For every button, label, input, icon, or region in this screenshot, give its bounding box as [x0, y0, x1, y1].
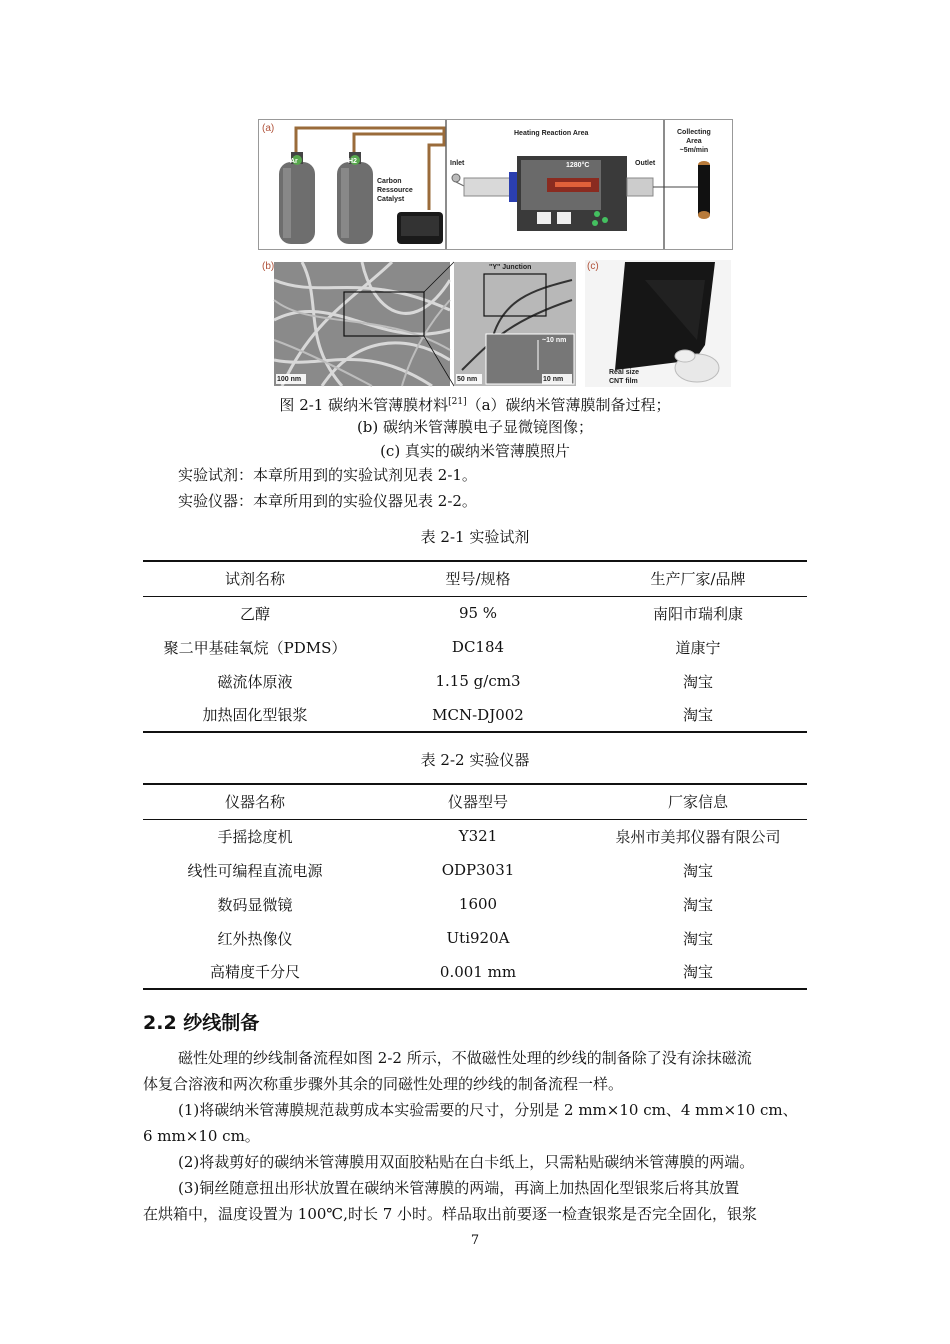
page-number: 7	[470, 1233, 480, 1248]
gas-label-ar: Ar	[290, 158, 298, 165]
table-2-1-title: 表 2-1 实验试剂	[420, 528, 530, 546]
temperature-label: 1280°C	[566, 162, 590, 169]
table-header-cell: 生产厂家/品牌	[650, 570, 746, 589]
table-row	[143, 596, 807, 630]
figure-panel-b	[262, 260, 578, 387]
y-junction-label: "Y" Junction	[489, 264, 532, 271]
instruments-intro: 实验仪器：本章所用到的实验仪器见表 2-2。	[178, 492, 477, 510]
table-2-2-title: 表 2-2 实验仪器	[420, 751, 530, 769]
table-cell: 1600	[458, 895, 498, 913]
table-cell: ODP3031	[441, 861, 515, 879]
scale-bar-10nm-approx: ~10 nm	[542, 337, 567, 344]
table-cell: 高精度千分尺	[209, 963, 300, 981]
table-cell: 乙醇	[239, 604, 270, 623]
section-heading: 2.2 纱线制备	[143, 1012, 260, 1034]
table-cell: Y321	[458, 827, 498, 846]
table-header-cell: 仪器型号	[447, 793, 508, 812]
table-row	[143, 853, 807, 887]
cnt-film-photo	[585, 260, 731, 387]
gas-label-h2: H2	[348, 158, 357, 165]
table-row	[143, 819, 807, 853]
table-row	[143, 887, 807, 921]
table-row	[143, 698, 807, 732]
table-2-1	[143, 562, 807, 733]
table-cell: MCN-DJ002	[432, 705, 524, 724]
table-row	[143, 921, 807, 955]
table-cell: Uti920A	[446, 929, 510, 947]
table-cell: 南阳市瑞利康	[652, 604, 743, 623]
table-cell: 聚二甲基硅氧烷（PDMS）	[163, 638, 347, 657]
table-cell: DC184	[451, 638, 505, 656]
table-cell: 淘宝	[682, 963, 713, 981]
figure-panel-c	[585, 260, 731, 387]
table-header-cell: 仪器名称	[224, 793, 285, 812]
table-cell: 线性可编程直流电源	[187, 861, 323, 880]
real-size-cnt-film-label: Real size CNT film	[609, 369, 639, 385]
table-cell: 0.001 mm	[439, 962, 517, 981]
table-row	[143, 664, 807, 698]
paragraph-4-line-2: 在烘箱中，温度设置为 100℃,时长 7 小时。样品取出前要逐一检查银浆是否完全固化，银浆	[143, 1205, 758, 1223]
paragraph-2-line-2: 6 mm×10 cm。	[143, 1127, 260, 1145]
cvd-setup-illustration	[259, 120, 732, 249]
figure-panel-a	[258, 119, 733, 250]
table-cell: 红外热像仪	[217, 929, 293, 948]
paragraph-1-line-1: 磁性处理的纱线制备流程如图 2-2 所示，不做磁性处理的纱线的制备除了没有涂抹磁流	[178, 1049, 752, 1067]
paragraph-3: (2)将裁剪好的碳纳米管薄膜用双面胶粘贴在白卡纸上，只需粘贴碳纳米管薄膜的两端。	[178, 1153, 755, 1171]
table-header-row	[143, 562, 807, 596]
table-header-cell: 厂家信息	[667, 793, 728, 812]
table-cell: 淘宝	[682, 895, 713, 914]
panel-c-label: (c)	[587, 261, 599, 272]
paragraph-4-line-1: (3)铜丝随意扭出形状放置在碳纳米管薄膜的两端，再滴上加热固化型银浆后将其放置	[178, 1179, 740, 1197]
table-cell: 加热固化型银浆	[202, 706, 308, 724]
table-cell: 手摇捻度机	[217, 827, 293, 846]
table-cell: 1.15 g/cm3	[435, 672, 521, 690]
sem-tem-images	[262, 260, 578, 387]
table-cell: 95 %	[458, 604, 498, 623]
figure-caption-part-a: （a）碳纳米管薄膜制备过程；	[466, 396, 671, 414]
figure-caption-line1	[0, 392, 950, 415]
table-header-cell: 型号/规格	[445, 570, 511, 589]
inlet-label: Inlet	[450, 160, 465, 167]
scale-bar-50nm: 50 nm	[457, 376, 478, 383]
table-row	[143, 630, 807, 664]
outlet-label: Outlet	[635, 160, 656, 167]
reagents-intro: 实验试剂：本章所用到的实验试剂见表 2-1。	[178, 466, 477, 484]
heating-area-label: Heating Reaction Area	[514, 130, 589, 137]
panel-a-label: (a)	[262, 123, 275, 134]
table-cell: 淘宝	[682, 861, 713, 880]
table-cell: 淘宝	[682, 706, 713, 724]
table-2-2	[143, 785, 807, 990]
figure-caption-line3: (c) 真实的碳纳米管薄膜照片	[380, 442, 570, 460]
panel-b-label: (b)	[262, 261, 275, 272]
table-cell: 淘宝	[682, 929, 713, 948]
table-cell: 淘宝	[682, 672, 713, 691]
collecting-area-label: Collecting Area ~5m/min	[677, 129, 711, 154]
citation-ref[interactable]: [21]	[448, 397, 467, 407]
paragraph-1-line-2: 体复合溶液和两次称重步骤外其余的同磁性处理的纱线的制备流程一样。	[143, 1075, 624, 1093]
paragraph-2-line-1: (1)将碳纳米管薄膜规范裁剪成本实验需要的尺寸，分别是 2 mm×10 cm、4 mm×10 cm、	[178, 1101, 798, 1119]
table-cell: 磁流体原液	[217, 672, 293, 691]
table-cell: 数码显微镜	[217, 895, 293, 914]
figure-caption-title: 图 2-1 碳纳米管薄膜材料	[279, 396, 449, 414]
table-header-row	[143, 785, 807, 819]
table-cell: 道康宁	[675, 638, 721, 657]
catalyst-label: Carbon Ressource Catalyst	[377, 178, 413, 203]
figure-caption-line2: (b) 碳纳米管薄膜电子显微镜图像；	[356, 418, 594, 436]
table-header-cell: 试剂名称	[224, 570, 285, 589]
scale-bar-100nm: 100 nm	[277, 376, 302, 383]
table-cell: 泉州市美邦仪器有限公司	[615, 827, 781, 846]
table-row	[143, 955, 807, 989]
scale-bar-10nm: 10 nm	[543, 376, 564, 383]
